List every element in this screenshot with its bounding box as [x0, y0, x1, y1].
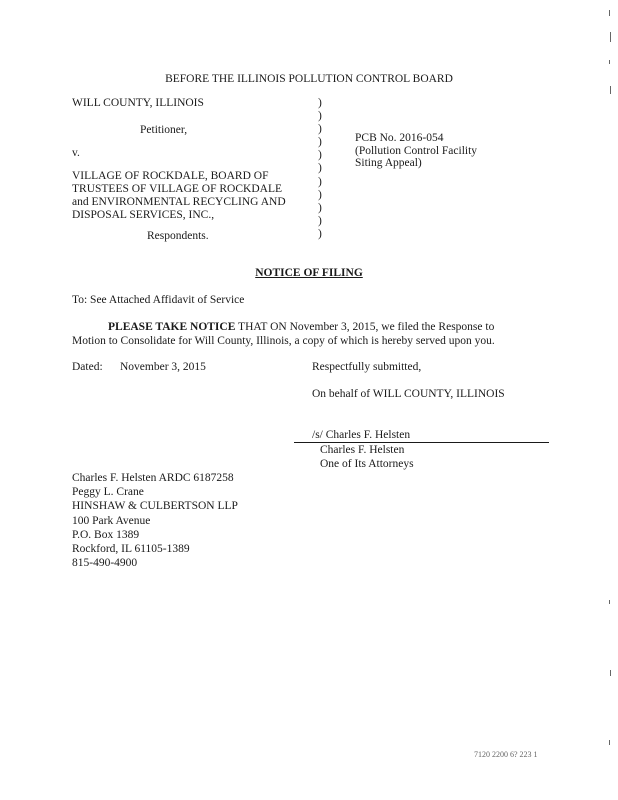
scan-edge-mark [609, 10, 610, 16]
signer-role: One of Its Attorneys [320, 458, 414, 470]
scan-edge-mark [609, 740, 610, 745]
attorney-block [72, 471, 238, 570]
attorney-line: Charles F. Helsten ARDC 6187258 [72, 472, 234, 484]
dated-value: November 3, 2015 [120, 361, 206, 373]
notice-heading: NOTICE OF FILING [255, 267, 363, 279]
attorney-line: P.O. Box 1389 [72, 528, 140, 541]
to-line: To: See Attached Affidavit of Service [72, 294, 245, 306]
signer-name: Charles F. Helsten [320, 444, 405, 456]
case-type-line: (Pollution Control Facility [355, 144, 478, 157]
on-behalf-of: On behalf of WILL COUNTY, ILLINOIS [312, 388, 505, 400]
paren-mark: ) [318, 227, 322, 240]
body-line-2: Motion to Consolidate for Will County, Illinois, a copy of which is hereby served upon you. [72, 335, 495, 347]
paren-mark: ) [318, 149, 322, 162]
scan-edge-mark [610, 86, 611, 94]
paren-mark: ) [318, 110, 322, 123]
scan-edge-mark [609, 600, 610, 604]
signature-line [294, 442, 549, 443]
case-number: PCB No. 2016-054 [355, 132, 444, 144]
body-line-1-text: THAT ON November 3, 2015, we filed the Response to [235, 321, 495, 333]
board-title: BEFORE THE ILLINOIS POLLUTION CONTROL BOARD [165, 73, 453, 85]
petitioner-name: WILL COUNTY, ILLINOIS [72, 97, 204, 109]
respondent-names [72, 170, 286, 222]
respondent-line: VILLAGE OF ROCKDALE, BOARD OF [72, 170, 269, 182]
signature: /s/ Charles F. Helsten [312, 429, 411, 441]
respondent-line: and ENVIRONMENTAL RECYCLING AND [72, 196, 286, 208]
paren-mark: ) [318, 162, 322, 175]
case-type-line: Siting Appeal) [355, 157, 422, 169]
scan-edge-mark [609, 60, 610, 64]
versus-label: v. [72, 147, 80, 159]
paren-mark: ) [318, 123, 322, 136]
footer-code: 7120 2200 6? 223 1 [474, 750, 538, 759]
body-line-1 [108, 321, 494, 333]
paren-mark: ) [318, 188, 322, 201]
case-info [355, 132, 477, 170]
attorney-line: Rockford, IL 61105-1389 [72, 543, 190, 556]
scan-edge-mark [610, 32, 611, 42]
paren-mark: ) [318, 97, 322, 109]
respectfully-submitted: Respectfully submitted, [312, 361, 422, 373]
attorney-line: Peggy L. Crane [72, 486, 144, 499]
paren-mark: ) [318, 136, 322, 149]
paren-mark: ) [318, 201, 322, 214]
paren-mark: ) [318, 175, 322, 188]
scan-edge-mark [610, 670, 611, 676]
petitioner-role: Petitioner, [140, 124, 188, 136]
notice-lead: PLEASE TAKE NOTICE [108, 321, 236, 333]
caption-parentheses [318, 97, 322, 241]
respondent-line: TRUSTEES OF VILLAGE OF ROCKDALE [72, 183, 282, 195]
attorney-line: HINSHAW & CULBERTSON LLP [72, 500, 238, 513]
respondent-line: DISPOSAL SERVICES, INC., [72, 209, 215, 221]
attorney-line: 100 Park Avenue [72, 514, 151, 527]
paren-mark: ) [318, 214, 322, 227]
respondent-role: Respondents. [147, 230, 209, 242]
dated-label: Dated: [72, 361, 103, 373]
attorney-line: 815-490-4900 [72, 557, 138, 570]
